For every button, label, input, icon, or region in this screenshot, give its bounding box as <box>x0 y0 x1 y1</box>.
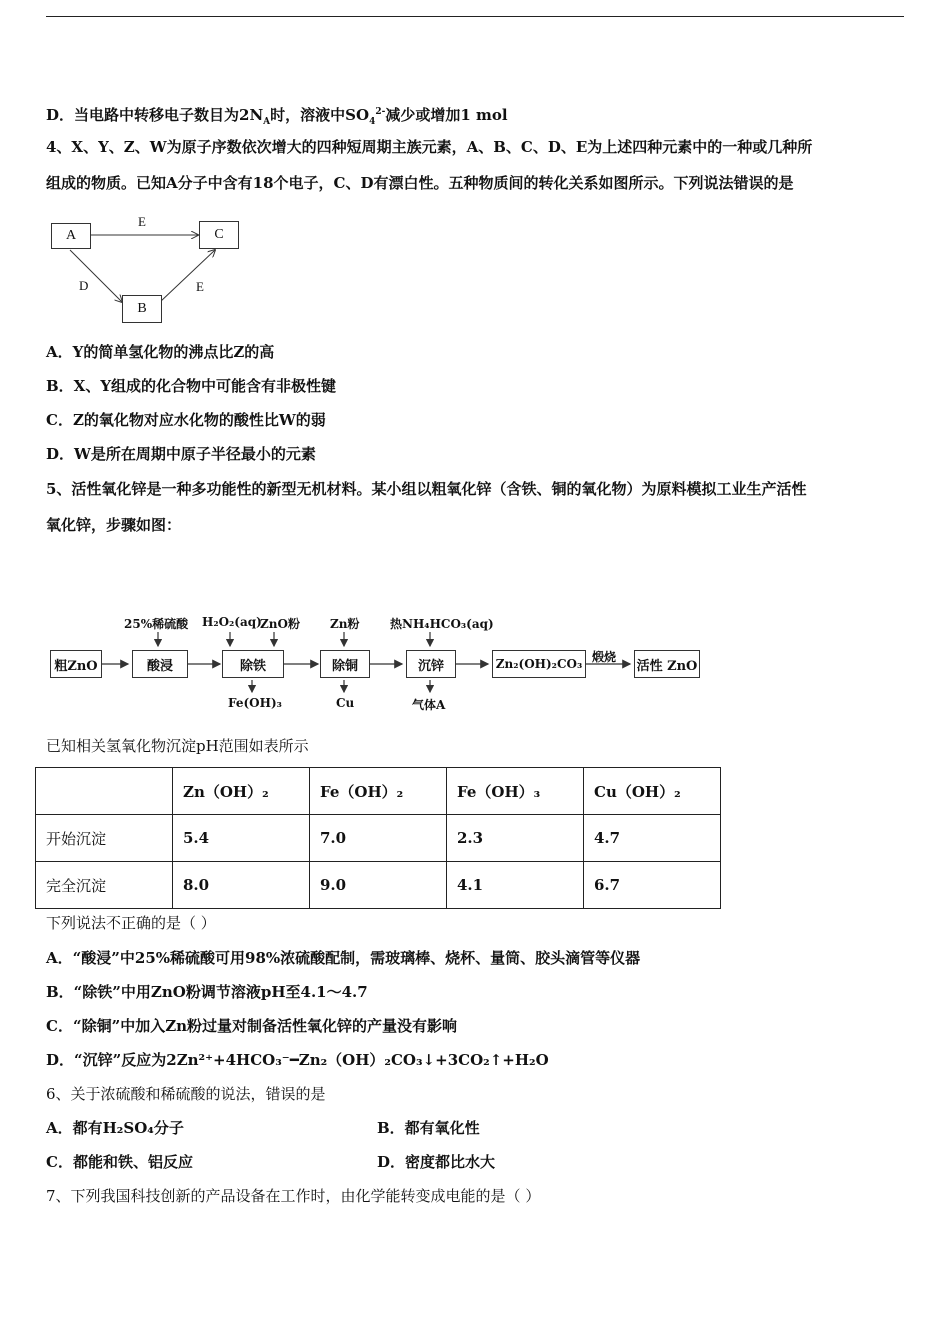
label-e-right: E <box>196 279 204 294</box>
flow-output-feoh3: Fe(OH)₃ <box>228 696 282 710</box>
q3-option-d: D．当电路中转移电子数目为$2N_A$时，溶液中$SO_4^{2-}$减少或增加1 mol <box>46 106 508 127</box>
table-header-cell: Fe（OH）₃ <box>447 768 584 815</box>
flow-box-active-zno: 活性 ZnO <box>634 650 700 678</box>
table-cell: 2.3 <box>447 815 584 862</box>
flow-input-h2o2: H₂O₂(aq) <box>202 615 262 629</box>
flow-output-cu: Cu <box>336 696 355 710</box>
flow-output-gas-a: 气体A <box>412 698 446 712</box>
q4-option-b: B．X、Y组成的化合物中可能含有非极性键 <box>46 377 337 395</box>
q6-option-c: C．都能和铁、铝反应 <box>46 1153 193 1171</box>
q7-stem: 7、下列我国科技创新的产品设备在工作时，由化学能转变成电能的是（ ） <box>46 1187 541 1205</box>
table-cell: 7.0 <box>310 815 447 862</box>
flow-box-crude-zno: 粗ZnO <box>50 650 102 678</box>
table-row <box>36 862 721 909</box>
node-b: B <box>122 295 162 323</box>
q4-stem-line2: 组成的物质。已知A分子中含有18个电子，C、D有漂白性。五种物质间的转化关系如图所示。下列说法错误的是 <box>46 174 794 192</box>
q4-option-a: A．Y的简单氢化物的沸点比Z的高 <box>46 343 275 361</box>
table-cell: 6.7 <box>584 862 721 909</box>
ph-table <box>35 767 721 909</box>
table-cell: 完全沉淀 <box>36 862 173 909</box>
flow-box-remove-fe: 除铁 <box>222 650 284 678</box>
table-header-cell <box>36 768 173 815</box>
flow-box-precipitate-zn: 沉锌 <box>406 650 456 678</box>
flow-label-calcine: 煅烧 <box>592 650 617 664</box>
q5-option-c: C．“除铜”中加入Zn粉过量对制备活性氧化锌的产量没有影响 <box>46 1017 458 1035</box>
node-a: A <box>51 223 91 249</box>
table-header-cell: Cu（OH）₂ <box>584 768 721 815</box>
table-cell: 开始沉淀 <box>36 815 173 862</box>
flow-box-zn2oh2co3: Zn₂(OH)₂CO₃ <box>492 650 586 678</box>
flow-input-dilute-h2so4: 25%稀硫酸 <box>124 617 189 631</box>
flow-box-remove-cu: 除铜 <box>320 650 370 678</box>
flow-box-acid-leach: 酸浸 <box>132 650 188 678</box>
q6-option-d: D．密度都比水大 <box>377 1153 496 1171</box>
table-cell: 9.0 <box>310 862 447 909</box>
q4-stem-line1: 4、X、Y、Z、W为原子序数依次增大的四种短周期主族元素，A、B、C、D、E为上述四种元素中的一种或几种所 <box>46 138 813 156</box>
table-header-cell: Zn（OH）₂ <box>173 768 310 815</box>
q6-stem: 6、关于浓硫酸和稀硫酸的说法，错误的是 <box>46 1085 326 1103</box>
node-c: C <box>199 221 239 249</box>
table-caption: 已知相关氢氧化物沉淀pH范围如表所示 <box>46 737 309 755</box>
table-cell: 4.1 <box>447 862 584 909</box>
table-cell: 8.0 <box>173 862 310 909</box>
q5-question: 下列说法不正确的是（ ） <box>46 914 216 932</box>
q6-option-b: B．都有氧化性 <box>377 1119 480 1137</box>
q4-diagram-arrows <box>0 0 300 340</box>
table-row <box>36 815 721 862</box>
table-cell: 5.4 <box>173 815 310 862</box>
flow-input-zno-powder: ZnO粉 <box>260 617 300 631</box>
table-cell: 4.7 <box>584 815 721 862</box>
q5-stem-line2: 氧化锌，步骤如图： <box>46 516 182 534</box>
table-header-cell: Fe（OH）₂ <box>310 768 447 815</box>
q5-option-a: A．“酸浸”中25%稀硫酸可用98%浓硫酸配制，需玻璃棒、烧杯、量筒、胶头滴管等仪器 <box>46 949 641 967</box>
q5-stem-line1: 5、活性氧化锌是一种多功能性的新型无机材料。某小组以粗氧化锌（含铁、铜的氧化物）为原料模拟工业生产活性 <box>46 480 807 498</box>
flow-input-zn-powder: Zn粉 <box>330 617 360 631</box>
q5-option-d: D．“沉锌”反应为2Zn²⁺+4HCO₃⁻━Zn₂（OH）₂CO₃↓+3CO₂↑+H₂O <box>46 1051 549 1069</box>
q6-option-a: A．都有H₂SO₄分子 <box>46 1119 184 1137</box>
label-e-top: E <box>138 214 146 229</box>
q5-option-b: B．“除铁”中用ZnO粉调节溶液pH至4.1～4.7 <box>46 983 368 1001</box>
q4-option-c: C．Z的氧化物对应水化物的酸性比W的弱 <box>46 411 326 429</box>
flow-input-nh4hco3: 热NH₄HCO₃(aq) <box>390 617 494 631</box>
table-header-row <box>36 768 721 815</box>
q4-option-d: D．W是所在周期中原子半径最小的元素 <box>46 445 316 463</box>
label-d: D <box>79 278 89 293</box>
